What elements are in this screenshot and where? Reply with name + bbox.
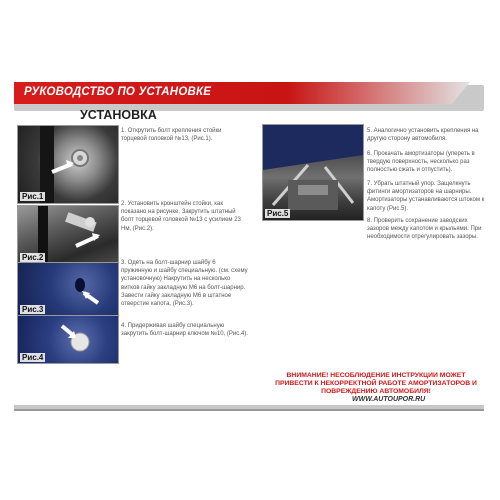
step-4-text: 4. Придерживая шайбу специальную закрутить болт-шарнир ключом №10, (Рис.4).	[121, 323, 248, 338]
step-3-text: 3. Одеть на болт-шарнир шайбу 6 пружинную и шайбу специальную. (см. схему установочную) Накрутить на несколько витков гайку закладную М6 на болт-шарнир. Завести гайку закладную М6 в штатное отверстие капота, (Рис.3).	[121, 260, 248, 308]
step-8-text: 8. Проверить сохранение заводских зазоров между капотом и крыльями. При необходимости отрегулировать зазоры.	[367, 218, 482, 241]
step-6-text: 6. Прокачать амортизаторы (упереть в твердую поверхность, несколько раз полностью сжать и отпустить).	[367, 151, 475, 174]
warning-text: ВНИМАНИЕ! НЕСОБЛЮДЕНИЕ ИНСТРУКЦИИ МОЖЕТ ПРИВЕСТИ К НЕКОРРЕКТНОЙ РАБОТЕ АМОРТИЗАТОРОВ И ПОВРЕЖДЕНИЮ АВТОМОБИЛЯ!	[275, 372, 477, 395]
footer-website: WWW.AUTOUPOR.RU	[352, 396, 426, 403]
step-5-text: 5. Аналогично установить крепления на другую сторону автомобиля.	[367, 128, 479, 143]
photo-fig1	[17, 125, 119, 204]
section-title: УСТАНОВКА	[80, 108, 157, 122]
fig2-caption: Рис.2	[22, 253, 44, 262]
photo-fig5	[262, 124, 364, 221]
footer-divider-shadow	[14, 409, 484, 411]
photo-fig4	[17, 315, 119, 364]
fig1-caption: Рис.1	[22, 192, 44, 201]
step-2-text: 2. Установить кронштейн стойки, как показано на рисунке. Закрутить штатный болт торцевой головкой №13 с усилием 23 Нм, (Рис.2).	[121, 201, 241, 232]
hood-struts-illustration	[263, 125, 363, 220]
step-7-text: 7. Убрать штатный упор. Защелкнуть фитинги амортизаторов на шарниры. Амортизаторы устанавливаются штоком к капоту (Рис.5).	[367, 181, 485, 212]
fig4-caption: Рис.4	[22, 353, 44, 362]
fig3-caption: Рис.3	[22, 305, 44, 314]
photo-fig3	[17, 262, 119, 316]
photo-fig2	[17, 205, 119, 264]
header-title: РУКОВОДСТВО ПО УСТАНОВКЕ	[24, 86, 212, 98]
fig5-caption: Рис.5	[267, 209, 289, 218]
step-1-text: 1. Открутить болт крепления стойки торцевой головкой №13, (Рис.1).	[121, 128, 222, 143]
